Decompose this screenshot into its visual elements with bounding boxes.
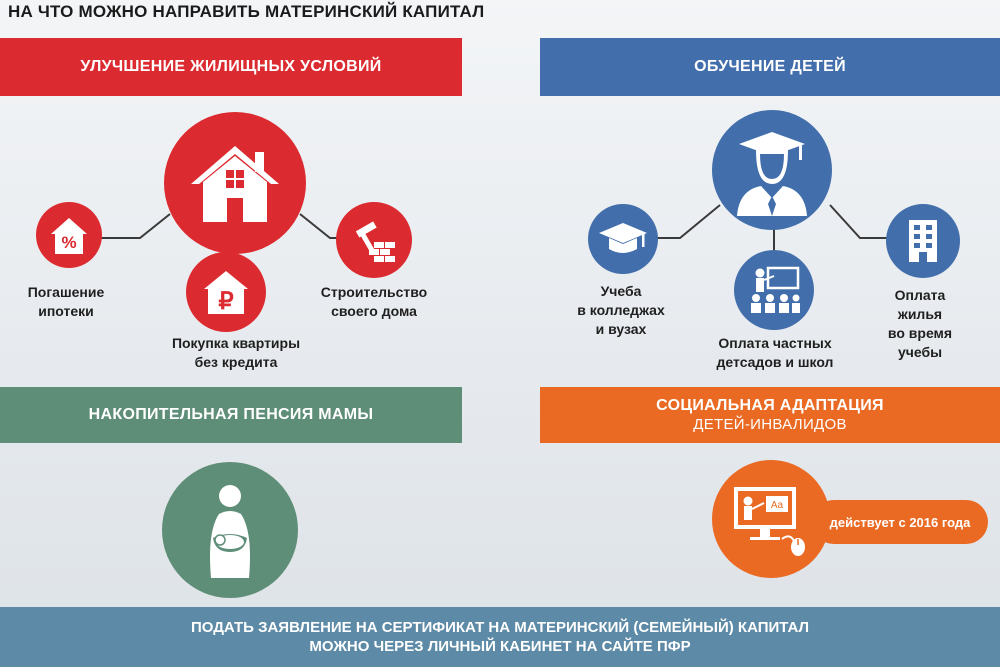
- screen-text: Aa: [770, 500, 784, 511]
- graduate-icon: [712, 110, 832, 230]
- private-schools-label: Оплата частных детсадов и школ: [716, 335, 834, 370]
- adaptation-banner-line1: СОЦИАЛЬНАЯ АДАПТАЦИЯ: [656, 396, 884, 414]
- graduation-cap-icon: [588, 204, 658, 274]
- purchase-label: Покупка квартиры без кредита: [171, 335, 301, 370]
- mortgage-icon: [36, 202, 102, 268]
- footer-banner: [0, 607, 1000, 667]
- construction-label: Строительство своего дома: [320, 284, 428, 319]
- page-title: НА ЧТО МОЖНО НАПРАВИТЬ МАТЕРИНСКИЙ КАПИТАЛ: [8, 2, 485, 21]
- footer-line1: ПОДАТЬ ЗАЯВЛЕНИЕ НА СЕРТИФИКАТ НА МАТЕРИНСКИЙ (СЕМЕЙНЫЙ) КАПИТАЛ: [190, 618, 810, 636]
- classroom-icon: [734, 250, 814, 330]
- mortgage-label: Погашение ипотеки: [27, 284, 105, 319]
- student-housing-label: Оплата жилья во время учебы: [887, 287, 953, 360]
- footer-line2: МОЖНО ЧЕРЕЗ ЛИЧНЫЙ КАБИНЕТ НА САЙТЕ ПФР: [309, 638, 691, 655]
- apartment-building-icon: [886, 204, 960, 278]
- ruble-house-icon: [186, 252, 266, 332]
- effective-date-badge: [812, 500, 988, 544]
- svg-text:₽: ₽: [218, 288, 234, 315]
- education-banner: ОБУЧЕНИЕ ДЕТЕЙ: [540, 38, 1000, 96]
- pension-banner: НАКОПИТЕЛЬНАЯ ПЕНСИЯ МАМЫ: [0, 387, 462, 443]
- effective-date-note: действует с 2016 года: [829, 514, 971, 530]
- colleges-label: Учеба в колледжах и вузах: [577, 283, 665, 337]
- adaptation-banner-line2: ДЕТЕЙ-ИНВАЛИДОВ: [693, 415, 847, 433]
- housing-banner: УЛУЧШЕНИЕ ЖИЛИЩНЫХ УСЛОВИЙ: [0, 38, 462, 96]
- house-icon: [164, 112, 306, 254]
- construction-icon: [336, 202, 412, 278]
- adaptation-banner: [540, 387, 1000, 443]
- svg-text:%: %: [61, 233, 77, 252]
- mother-with-baby-icon: [162, 462, 298, 598]
